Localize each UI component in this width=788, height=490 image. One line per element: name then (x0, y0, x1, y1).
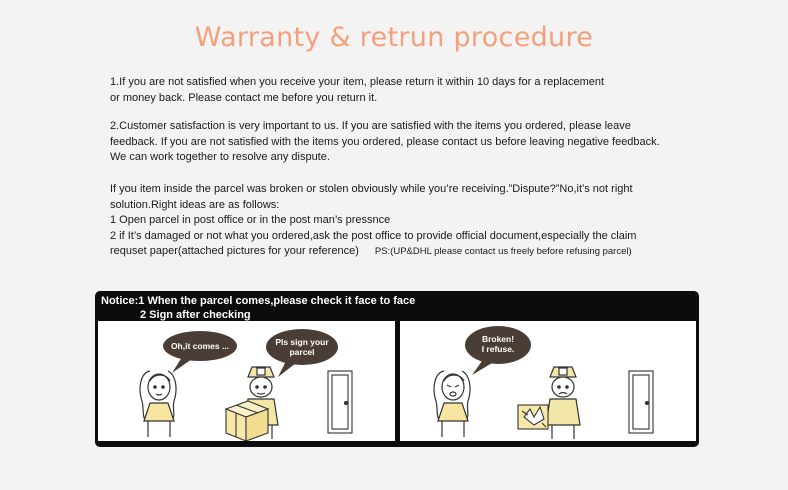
page-title: Warranty & retrun procedure (194, 22, 594, 53)
paragraph-3-line: If you item inside the parcel was broken or stolen obviously while you’re receiving.”Dispute?”No,it’s not right (110, 183, 633, 195)
paragraph-2-line: We can work together to resolve any dispute. (110, 151, 330, 164)
courier-bubble-line: parcel (289, 347, 315, 357)
paragraph-2 (110, 119, 700, 166)
courier-bubble-line: Pls sign your (275, 337, 329, 347)
door-icon (629, 371, 653, 433)
refusing-scene-illustration (400, 321, 696, 441)
courier-bubble-text (266, 337, 338, 357)
scene-panel-refusing (400, 321, 696, 441)
claim-paper-text: requset paper(attached pictures for your reference) (110, 245, 359, 258)
refuse-bubble-line: Broken! (481, 334, 515, 344)
paragraph-3-line: 2 if It’s damaged or not what you ordered,ask the post office to provide official document,especially the claim (110, 229, 637, 242)
refuse-bubble-line: I refuse. (481, 344, 515, 354)
woman-figure-icon (434, 371, 470, 437)
door-icon (328, 371, 352, 433)
refuse-bubble-text (464, 334, 532, 354)
paragraph-1 (110, 75, 700, 106)
notice-box (95, 291, 699, 447)
scene-panel-receiving (98, 321, 395, 441)
notice-line-2: 2 Sign after checking (140, 309, 251, 321)
paragraph-1-line: or money back. Please contact me before you return it. (110, 91, 378, 104)
woman-figure-icon (140, 371, 176, 437)
ps-note: PS:(UP&DHL please contact us freely before refusing parcel) (374, 246, 632, 258)
broken-parcel-icon (518, 405, 548, 429)
notice-line-1: Notice:1 When the parcel comes,please check it face to face (101, 295, 416, 307)
courier-figure-icon (546, 367, 580, 439)
paragraph-2-line: 2.Customer satisfaction is very important to us. If you are satisfied with the items you ordered, please leave (110, 120, 631, 132)
paragraph-2-line: feedback. If you are not satisfied with the items you ordered, please contact us before leaving negative feedback. (110, 135, 660, 148)
paragraph-3-last-line (110, 244, 700, 260)
parcel-box-icon (226, 401, 268, 441)
paragraph-3 (110, 182, 700, 260)
notice-text (101, 294, 415, 322)
paragraph-3-line: 1 Open parcel in post office or in the post man’s pressnce (110, 214, 391, 227)
woman-speech-bubble-icon (163, 331, 237, 373)
receiving-scene-illustration (98, 321, 395, 441)
paragraph-1-line: 1.If you are not satisfied when you receive your item, please return it within 10 days for a replacement (110, 76, 605, 88)
woman-bubble-text: Oh,it comes ... (170, 341, 230, 351)
paragraph-3-line: solution.Right ideas are as follows: (110, 198, 280, 211)
